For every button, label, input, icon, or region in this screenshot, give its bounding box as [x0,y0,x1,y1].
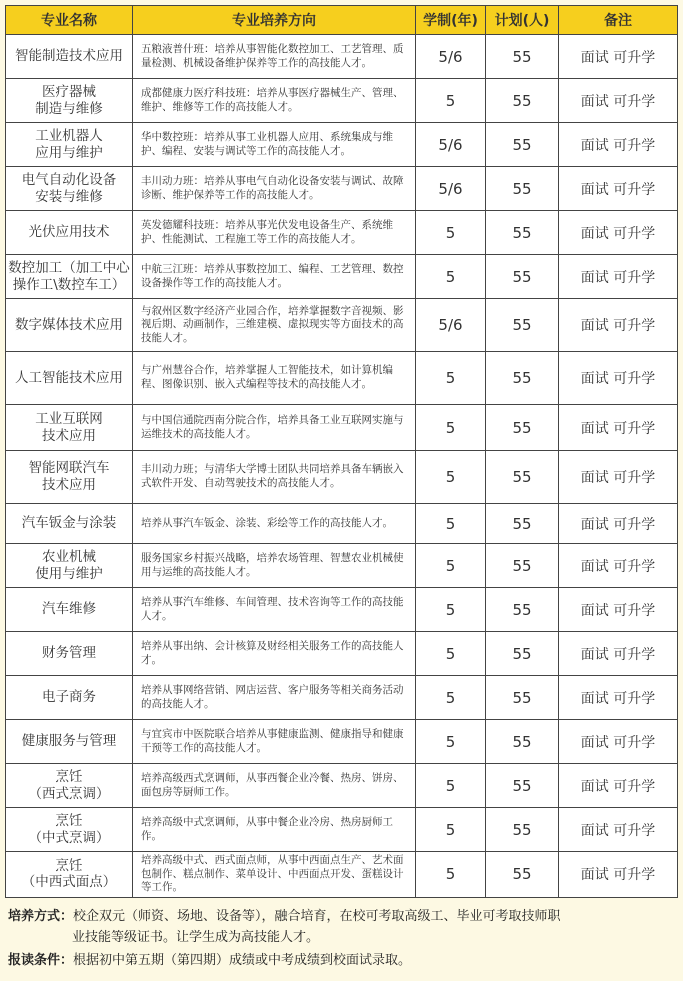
major-name-cell [6,808,133,852]
direction-cell: 与广州慧谷合作，培养掌握人工智能技术，如计算机编程、图像识别、嵌入式编程等技术的高技能人才。 [133,352,416,405]
footer-notes [8,906,676,973]
major-name-line: 安装与维修 [35,188,103,205]
direction-cell: 五粮液普什班：培养从事智能化数控加工、工艺管理、质量检测、机械设备维护保养等工作的高技能人才。 [133,35,416,79]
table-row [6,720,678,764]
note-cell: 面试 可升学 [559,255,678,299]
years-cell: 5 [416,544,486,588]
plan-cell: 55 [486,167,559,211]
years-cell: 5/6 [416,123,486,167]
plan-cell: 55 [486,123,559,167]
note-cell: 面试 可升学 [559,352,678,405]
plan-cell: 55 [486,405,559,451]
note-cell: 面试 可升学 [559,79,678,123]
major-name-line: 农业机械 [42,548,96,565]
plan-cell: 55 [486,588,559,632]
major-name-cell [6,299,133,352]
years-cell: 5 [416,632,486,676]
years-cell: 5 [416,808,486,852]
major-name-line: （中式烹调） [28,829,110,846]
note-cell: 面试 可升学 [559,405,678,451]
table-row [6,299,678,352]
note-cell: 面试 可升学 [559,211,678,255]
note-cell: 面试 可升学 [559,167,678,211]
plan-cell: 55 [486,632,559,676]
major-name-line: 电气自动化设备 [21,171,117,188]
table-row [6,676,678,720]
years-cell: 5 [416,504,486,544]
major-name-cell [6,167,133,211]
major-name-cell [6,211,133,255]
note-cell: 面试 可升学 [559,299,678,352]
training-mode [8,906,676,948]
training-mode-text-cont: 业技能等级证书。让学生成为高技能人才。 [72,930,320,945]
direction-cell: 中航三江班：培养从事数控加工、编程、工艺管理、数控设备操作等工作的高技能人才。 [133,255,416,299]
years-cell: 5 [416,852,486,898]
header-note: 备注 [559,6,678,35]
major-name-cell [6,632,133,676]
note-cell: 面试 可升学 [559,504,678,544]
years-cell: 5/6 [416,299,486,352]
table-row [6,504,678,544]
major-name-line: （西式烹调） [28,785,110,802]
major-name-cell [6,352,133,405]
years-cell: 5 [416,352,486,405]
header-major-name: 专业名称 [6,6,133,35]
direction-cell: 英发德耀科技班：培养从事光伏发电设备生产、系统维护、性能测试、工程施工等工作的高技能人才。 [133,211,416,255]
major-name-cell [6,676,133,720]
table-row [6,123,678,167]
table-row [6,167,678,211]
years-cell: 5 [416,764,486,808]
major-name-cell [6,451,133,504]
header-years: 学制(年) [416,6,486,35]
major-name-cell [6,255,133,299]
plan-cell: 55 [486,79,559,123]
years-cell: 5/6 [416,35,486,79]
table-row [6,35,678,79]
major-name-line: 烹饪 [55,812,83,829]
note-cell: 面试 可升学 [559,720,678,764]
note-cell: 面试 可升学 [559,632,678,676]
years-cell: 5 [416,720,486,764]
header-direction: 专业培养方向 [133,6,416,35]
direction-cell: 培养从事网络营销、网店运营、客户服务等相关商务活动的高技能人才。 [133,676,416,720]
direction-cell: 丰川动力班：培养从事电气自动化设备安装与调试、故障诊断、维护保养等工作的高技能人才。 [133,167,416,211]
years-cell: 5 [416,588,486,632]
training-mode-text: 校企双元（师资、场地、设备等），融合培育，在校可考取高级工、毕业可考取技师职 [73,909,561,924]
note-cell: 面试 可升学 [559,544,678,588]
table-row [6,852,678,898]
major-name-line: 财务管理 [42,645,96,662]
major-name-line: 烹饪 [55,768,83,785]
plan-cell: 55 [486,808,559,852]
years-cell: 5/6 [416,167,486,211]
table-row [6,764,678,808]
header-row [6,6,678,35]
major-name-cell [6,588,133,632]
major-name-line: 智能网联汽车 [28,460,110,477]
note-cell: 面试 可升学 [559,676,678,720]
major-name-line: 光伏应用技术 [28,224,110,241]
plan-cell: 55 [486,352,559,405]
major-name-line: 烹饪 [55,857,83,874]
major-name-cell [6,79,133,123]
plan-cell: 55 [486,544,559,588]
years-cell: 5 [416,405,486,451]
years-cell: 5 [416,255,486,299]
years-cell: 5 [416,79,486,123]
table-row [6,352,678,405]
major-name-line: 制造与维修 [35,100,103,117]
major-name-cell [6,544,133,588]
major-name-cell [6,720,133,764]
table-row [6,808,678,852]
major-name-cell [6,852,133,898]
note-cell: 面试 可升学 [559,588,678,632]
plan-cell: 55 [486,211,559,255]
major-name-line: 使用与维护 [35,565,103,582]
note-cell: 面试 可升学 [559,451,678,504]
table-row [6,451,678,504]
plan-cell: 55 [486,451,559,504]
direction-cell: 培养高级西式烹调师，从事西餐企业冷餐、热房、饼房、面包房等厨师工作。 [133,764,416,808]
admission-text: 根据初中第五期（第四期）成绩或中考成绩到校面试录取。 [73,953,412,968]
major-name-line: 汽车钣金与涂装 [21,515,117,532]
direction-cell: 华中数控班：培养从事工业机器人应用、系统集成与维护、编程、安装与调试等工作的高技能人才。 [133,123,416,167]
note-cell: 面试 可升学 [559,123,678,167]
major-name-line: 工业互联网 [35,410,103,427]
major-name-cell [6,35,133,79]
table-row [6,211,678,255]
major-name-line: 技术应用 [42,477,96,493]
major-name-line: 工业机器人 [35,127,103,144]
direction-cell: 与叙州区数字经济产业园合作，培养掌握数字音视频、影视后期、动画制作，三维建模、虚拟现实等方面技术的高技能人才。 [133,299,416,352]
major-name-line: 操作工\数控车工） [12,276,126,293]
plan-cell: 55 [486,255,559,299]
plan-cell: 55 [486,35,559,79]
direction-cell: 服务国家乡村振兴战略，培养农场管理、智慧农业机械使用与运维的高技能人才。 [133,544,416,588]
major-name-line: 医疗器械 [42,83,96,100]
table-row [6,588,678,632]
table-row [6,255,678,299]
major-name-cell [6,123,133,167]
plan-cell: 55 [486,676,559,720]
table-row [6,405,678,451]
major-name-cell [6,764,133,808]
admission-conditions [8,950,676,971]
note-cell: 面试 可升学 [559,808,678,852]
majors-table [5,5,678,898]
direction-cell: 丰川动力班；与清华大学博士团队共同培养具备车辆嵌入式软件开发、自动驾驶技术的高技能人才。 [133,451,416,504]
direction-cell: 培养从事汽车维修、车间管理、技术咨询等工作的高技能人才。 [133,588,416,632]
direction-cell: 成都健康力医疗科技班：培养从事医疗器械生产、管理、维护、维修等工作的高技能人才。 [133,79,416,123]
table-row [6,632,678,676]
major-name-line: 应用与维护 [35,144,103,161]
direction-cell: 与中国信通院西南分院合作，培养具备工业互联网实施与运维技术的高技能人才。 [133,405,416,451]
plan-cell: 55 [486,504,559,544]
major-name-line: 汽车维修 [42,601,96,618]
direction-cell: 培养从事出纳、会计核算及财经相关服务工作的高技能人才。 [133,632,416,676]
header-plan: 计划(人) [486,6,559,35]
note-cell: 面试 可升学 [559,764,678,808]
training-mode-label: 培养方式： [8,909,74,924]
major-name-line: 数字媒体技术应用 [15,316,123,333]
plan-cell: 55 [486,852,559,898]
plan-cell: 55 [486,299,559,352]
direction-cell: 培养从事汽车钣金、涂装、彩绘等工作的高技能人才。 [133,504,416,544]
direction-cell: 与宜宾市中医院联合培养从事健康监测、健康指导和健康干预等工作的高技能人才。 [133,720,416,764]
plan-cell: 55 [486,720,559,764]
major-name-line: （中西式面点） [21,874,117,891]
major-name-line: 数控加工（加工中心 [8,259,130,276]
direction-cell: 培养高级中式、西式面点师，从事中西面点生产、艺术面包制作、糕点制作、菜单设计、中西面点开发、蛋糕设计等工作。 [133,852,416,898]
direction-cell: 培养高级中式烹调师，从事中餐企业冷房、热房厨师工作。 [133,808,416,852]
note-cell: 面试 可升学 [559,852,678,898]
table-row [6,79,678,123]
major-name-line: 智能制造技术应用 [15,48,123,65]
major-name-line: 电子商务 [42,689,96,706]
plan-cell: 55 [486,764,559,808]
table-row [6,544,678,588]
major-name-line: 人工智能技术应用 [15,369,123,386]
years-cell: 5 [416,211,486,255]
note-cell: 面试 可升学 [559,35,678,79]
admission-label: 报读条件： [8,953,74,968]
major-name-line: 技术应用 [42,427,96,444]
years-cell: 5 [416,451,486,504]
years-cell: 5 [416,676,486,720]
major-name-line: 健康服务与管理 [21,733,117,750]
major-name-cell [6,504,133,544]
major-name-cell [6,405,133,451]
